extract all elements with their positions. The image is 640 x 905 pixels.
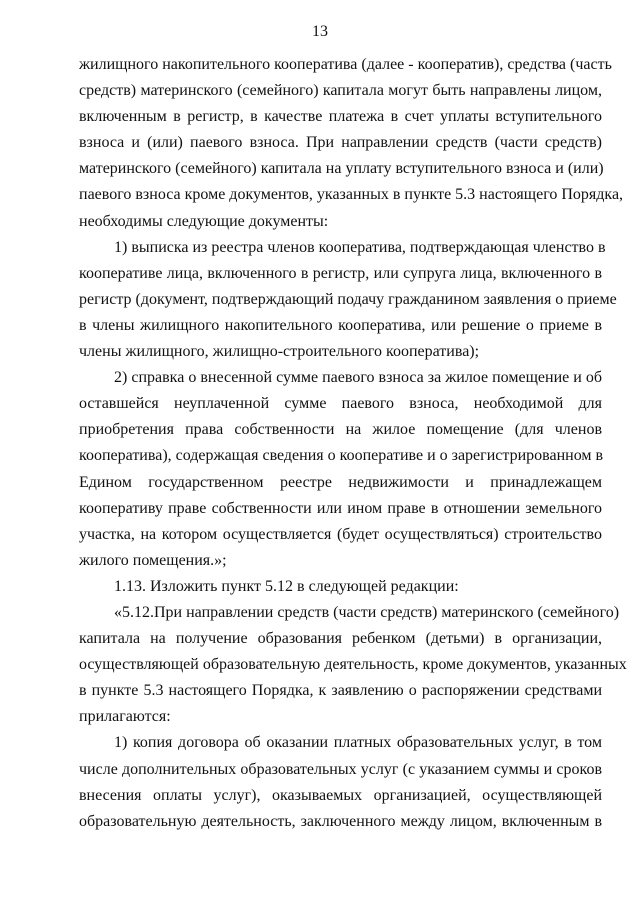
text-line: Едином государственном реестре недвижимости и принадлежащем: [79, 473, 602, 491]
text-line: капитала на получение образования ребенком (детьми) в организации,: [79, 630, 602, 648]
text-line: 1.13. Изложить пункт 5.12 в следующей редакции:: [114, 577, 459, 595]
text-line: жилищного накопительного кооператива (далее - кооператив), средства (часть: [79, 56, 612, 73]
text-line: кооператива), содержащая сведения о кооперативе и о зарегистрированном в: [79, 447, 604, 465]
paragraph-amendment-1-13: [79, 574, 602, 600]
text-line: 2) справка о внесенной сумме паевого взноса за жилое помещение и об: [114, 369, 602, 387]
text-line: взноса и (или) паевого взноса. При направлении средств (части средств): [79, 134, 602, 152]
page-number: 13: [312, 23, 328, 40]
text-line: в члены жилищного накопительного кооператива, или решение о приеме в: [79, 316, 602, 334]
text-line: осуществляющей образовательную деятельность, кроме документов, указанных: [79, 656, 627, 674]
paragraph-item-2-share-certificate: [79, 365, 602, 574]
text-line: «5.12.При направлении средств (части средств) материнского (семейного): [114, 603, 620, 621]
text-line: числе дополнительных образовательных услуг (с указанием суммы и сроков: [79, 760, 602, 778]
paragraph-intro-continuation: [79, 52, 624, 235]
text-line: 1) выписка из реестра членов кооператива, подтверждающая членство в: [114, 238, 606, 256]
text-line: оставшейся неуплаченной сумме паевого взноса, необходимой для: [79, 395, 602, 413]
text-line: средств) материнского (семейного) капитала могут быть направлены лицом,: [79, 82, 602, 100]
text-line: паевого взноса кроме документов, указанных в пункте 5.3 настоящего Порядка,: [79, 186, 624, 204]
paragraph-item-1-education-contract: [79, 730, 602, 834]
text-line: материнского (семейного) капитала на уплату вступительного взноса и (или): [79, 160, 604, 178]
text-line: участка, на котором осуществляется (будет осуществляться) строительство: [79, 525, 602, 543]
text-line: в пункте 5.3 настоящего Порядка, к заявлению о распоряжении средствами: [79, 682, 602, 700]
paragraph-clause-5-12: [79, 600, 627, 730]
document-body: [79, 52, 627, 835]
text-line: включенным в регистр, в качестве платежа в счет уплаты вступительного: [79, 108, 602, 126]
text-line: жилого помещения.»;: [79, 551, 227, 569]
text-line: приобретения права собственности на жилое помещение (для членов: [79, 421, 602, 439]
text-line: кооперативе лица, включенного в регистр, или супруга лица, включенного в: [79, 264, 602, 282]
text-line: регистр (документ, подтверждающий подачу гражданином заявления о приеме: [79, 290, 617, 308]
text-line: внесения оплаты услуг), оказываемых организацией, осуществляющей: [79, 786, 602, 804]
text-line: необходимы следующие документы:: [79, 212, 329, 230]
text-line: образовательную деятельность, заключенного между лицом, включенным в: [79, 812, 602, 830]
text-line: кооперативу праве собственности или ином праве в отношении земельного: [79, 499, 602, 517]
text-line: 1) копия договора об оказании платных образовательных услуг, в том: [114, 734, 602, 752]
text-line: прилагаются:: [79, 708, 171, 726]
text-line: члены жилищного, жилищно-строительного кооператива);: [79, 343, 480, 361]
paragraph-item-1-registry-extract: [79, 235, 617, 365]
